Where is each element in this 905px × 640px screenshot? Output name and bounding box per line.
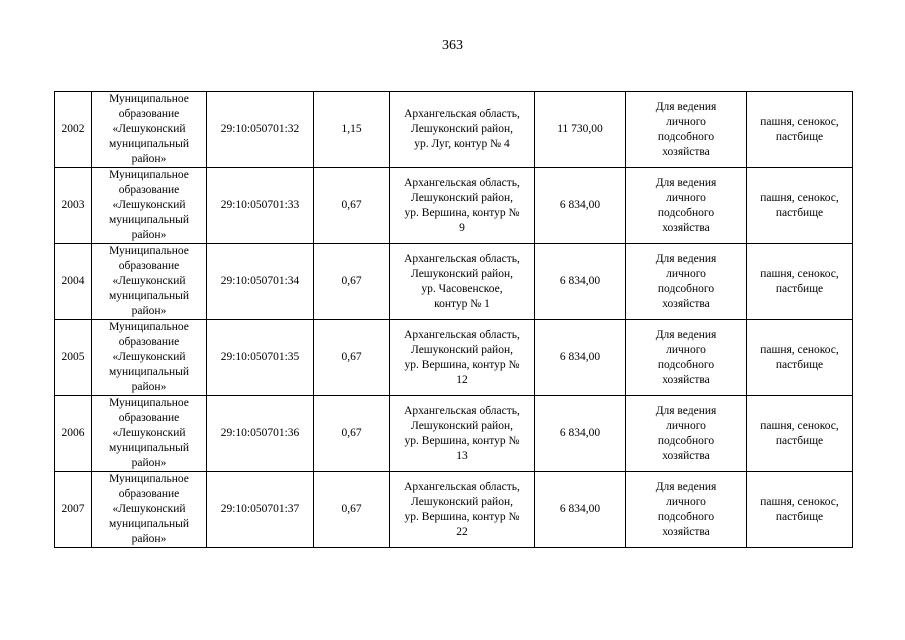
permitted-use-cell-line: хозяйства (662, 221, 710, 234)
owner-cell-line: Муниципальное (109, 245, 189, 257)
land-usage-cell-line: пастбище (775, 130, 824, 143)
address-cell-line: контур № 1 (434, 297, 490, 310)
table-row (55, 320, 853, 396)
permitted-use-cell-line: Для ведения (655, 480, 717, 493)
land-usage-cell (747, 396, 853, 472)
cadastral-value-cell: 6 834,00 (535, 168, 626, 244)
land-usage-cell-line: пастбище (775, 206, 824, 219)
area-cell: 0,67 (314, 320, 390, 396)
area-cell: 0,67 (314, 472, 390, 548)
address-cell (390, 396, 535, 472)
address-cell (390, 472, 535, 548)
cadastral-number-cell: 29:10:050701:36 (207, 396, 314, 472)
address-cell-line: ур. Луг, контур № 4 (414, 138, 510, 150)
owner-cell-line: Муниципальное (109, 321, 189, 333)
permitted-use-cell (626, 396, 747, 472)
owner-cell-line: «Лешуконский (112, 123, 186, 135)
address-cell-line: Лешуконский район, (410, 419, 513, 432)
address-cell (390, 168, 535, 244)
owner-cell (92, 396, 207, 472)
address-cell (390, 320, 535, 396)
land-usage-cell-line: пашня, сенокос, (760, 191, 839, 204)
cadastral-value-cell: 11 730,00 (535, 92, 626, 168)
owner-cell-line: образование (118, 336, 180, 348)
cadastral-value-cell: 6 834,00 (535, 472, 626, 548)
address-cell-line: 22 (456, 525, 468, 538)
address-cell-line: Архангельская область, (404, 252, 520, 265)
owner-cell-line: муниципальный (108, 138, 190, 150)
row-number-cell: 2004 (55, 244, 92, 320)
owner-cell-line: «Лешуконский (112, 351, 186, 363)
permitted-use-cell-line: личного (666, 267, 706, 280)
owner-cell (92, 92, 207, 168)
area-cell: 1,15 (314, 92, 390, 168)
table-row (55, 244, 853, 320)
address-cell-line: ур. Часовенское, (421, 282, 503, 295)
land-usage-cell-line: пастбище (775, 510, 824, 523)
land-usage-cell-line: пастбище (775, 282, 824, 295)
land-usage-cell-line: пашня, сенокос, (760, 419, 839, 432)
table-row (55, 168, 853, 244)
land-usage-cell-line: пашня, сенокос, (760, 343, 839, 356)
area-cell: 0,67 (314, 244, 390, 320)
row-number-cell: 2006 (55, 396, 92, 472)
permitted-use-cell-line: подсобного (657, 282, 715, 295)
permitted-use-cell-line: личного (666, 191, 706, 204)
address-cell-line: Лешуконский район, (410, 495, 513, 508)
permitted-use-cell-line: подсобного (657, 130, 715, 143)
address-cell-line: ур. Вершина, контур № (404, 358, 520, 371)
permitted-use-cell-line: личного (666, 495, 706, 508)
owner-cell-line: район» (131, 457, 167, 469)
cadastral-number-cell: 29:10:050701:37 (207, 472, 314, 548)
address-cell-line: Архангельская область, (404, 176, 520, 189)
address-cell-line: Архангельская область, (404, 404, 520, 417)
owner-cell-line: «Лешуконский (112, 275, 186, 287)
land-plots-table (54, 91, 853, 548)
land-usage-cell (747, 244, 853, 320)
address-cell-line: Лешуконский район, (410, 123, 513, 135)
permitted-use-cell-line: Для ведения (655, 404, 717, 417)
owner-cell (92, 168, 207, 244)
permitted-use-cell-line: подсобного (657, 434, 715, 447)
permitted-use-cell-line: подсобного (657, 358, 715, 371)
cadastral-number-cell: 29:10:050701:34 (207, 244, 314, 320)
address-cell-line: Лешуконский район, (410, 267, 513, 280)
permitted-use-cell-line: Для ведения (655, 328, 717, 341)
permitted-use-cell-line: подсобного (657, 206, 715, 219)
permitted-use-cell-line: хозяйства (662, 297, 710, 310)
table-body (55, 92, 853, 548)
address-cell-line: 13 (456, 449, 468, 462)
row-number-cell: 2002 (55, 92, 92, 168)
owner-cell-line: муниципальный (108, 290, 190, 302)
permitted-use-cell (626, 168, 747, 244)
table-row (55, 92, 853, 168)
owner-cell-line: район» (131, 381, 167, 393)
owner-cell-line: муниципальный (108, 366, 190, 378)
row-number-cell: 2003 (55, 168, 92, 244)
cadastral-number-cell: 29:10:050701:35 (207, 320, 314, 396)
address-cell-line: Лешуконский район, (410, 191, 513, 204)
address-cell-line: Архангельская область, (404, 328, 520, 341)
permitted-use-cell-line: хозяйства (662, 373, 710, 386)
table-row (55, 396, 853, 472)
permitted-use-cell-line: личного (666, 115, 706, 128)
address-cell-line: Архангельская область, (404, 480, 520, 493)
owner-cell-line: «Лешуконский (112, 503, 186, 515)
address-cell (390, 92, 535, 168)
owner-cell-line: образование (118, 488, 180, 500)
land-usage-cell (747, 320, 853, 396)
owner-cell-line: Муниципальное (109, 473, 189, 485)
land-usage-cell-line: пашня, сенокос, (760, 115, 839, 128)
owner-cell (92, 244, 207, 320)
land-usage-cell (747, 92, 853, 168)
owner-cell-line: образование (118, 412, 180, 424)
permitted-use-cell (626, 244, 747, 320)
permitted-use-cell-line: личного (666, 419, 706, 432)
owner-cell-line: район» (131, 229, 167, 241)
address-cell (390, 244, 535, 320)
owner-cell-line: муниципальный (108, 442, 190, 454)
land-usage-cell (747, 168, 853, 244)
owner-cell (92, 320, 207, 396)
row-number-cell: 2007 (55, 472, 92, 548)
owner-cell-line: район» (131, 153, 167, 165)
owner-cell-line: образование (118, 108, 180, 120)
land-usage-cell-line: пашня, сенокос, (760, 495, 839, 508)
land-usage-cell-line: пастбище (775, 434, 824, 447)
address-cell-line: ур. Вершина, контур № (404, 206, 520, 219)
owner-cell-line: Муниципальное (109, 397, 189, 409)
permitted-use-cell-line: Для ведения (655, 100, 717, 113)
address-cell-line: Архангельская область, (404, 108, 520, 120)
owner-cell-line: «Лешуконский (112, 199, 186, 211)
cadastral-value-cell: 6 834,00 (535, 244, 626, 320)
owner-cell-line: муниципальный (108, 214, 190, 226)
owner-cell-line: Муниципальное (109, 93, 189, 105)
permitted-use-cell-line: хозяйства (662, 145, 710, 158)
owner-cell (92, 472, 207, 548)
owner-cell-line: образование (118, 260, 180, 272)
owner-cell-line: муниципальный (108, 518, 190, 530)
address-cell-line: ур. Вершина, контур № (404, 510, 520, 523)
area-cell: 0,67 (314, 168, 390, 244)
area-cell: 0,67 (314, 396, 390, 472)
permitted-use-cell (626, 320, 747, 396)
owner-cell-line: образование (118, 184, 180, 196)
table-row (55, 472, 853, 548)
land-usage-cell (747, 472, 853, 548)
row-number-cell: 2005 (55, 320, 92, 396)
permitted-use-cell-line: Для ведения (655, 176, 717, 189)
cadastral-value-cell: 6 834,00 (535, 320, 626, 396)
permitted-use-cell-line: подсобного (657, 510, 715, 523)
permitted-use-cell (626, 472, 747, 548)
cadastral-number-cell: 29:10:050701:32 (207, 92, 314, 168)
permitted-use-cell-line: хозяйства (662, 449, 710, 462)
page-number: 363 (442, 38, 463, 53)
owner-cell-line: район» (131, 533, 167, 545)
owner-cell-line: «Лешуконский (112, 427, 186, 439)
permitted-use-cell-line: личного (666, 343, 706, 356)
cadastral-number-cell: 29:10:050701:33 (207, 168, 314, 244)
owner-cell-line: район» (131, 305, 167, 317)
land-usage-cell-line: пашня, сенокос, (760, 267, 839, 280)
owner-cell-line: Муниципальное (109, 169, 189, 181)
land-usage-cell-line: пастбище (775, 358, 824, 371)
address-cell-line: ур. Вершина, контур № (404, 434, 520, 447)
permitted-use-cell (626, 92, 747, 168)
permitted-use-cell-line: хозяйства (662, 525, 710, 538)
address-cell-line: Лешуконский район, (410, 343, 513, 356)
permitted-use-cell-line: Для ведения (655, 252, 717, 265)
address-cell-line: 9 (459, 221, 465, 234)
address-cell-line: 12 (456, 373, 468, 386)
cadastral-value-cell: 6 834,00 (535, 396, 626, 472)
